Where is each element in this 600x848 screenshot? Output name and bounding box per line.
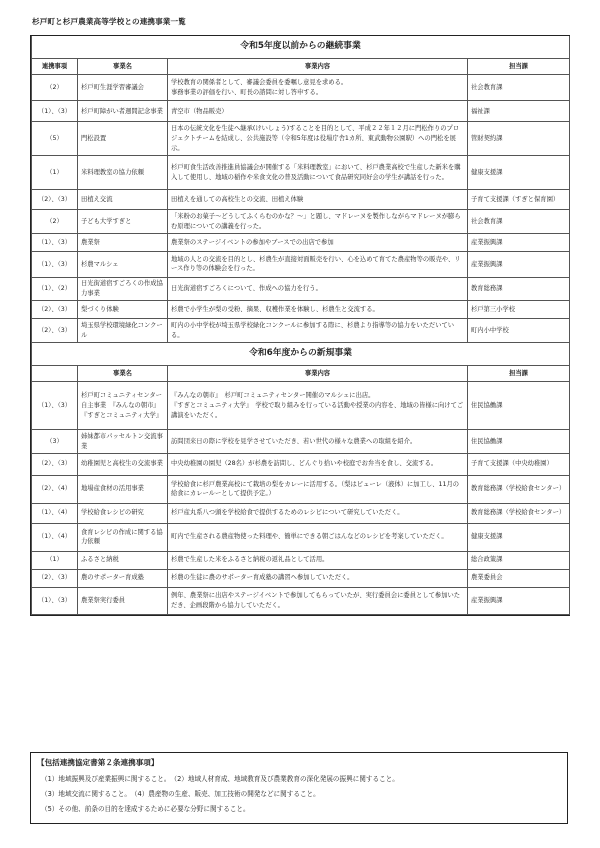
table-row bbox=[32, 475, 570, 503]
agreement-box bbox=[30, 752, 568, 824]
row-project-name: 農業祭実行委員 bbox=[78, 587, 168, 614]
row-department: 農業委員会 bbox=[468, 569, 570, 587]
row-content: 学校教育の関係者として、審議会委員を委嘱し意見を求める。 事務事業の評価を行い、町長の諮問に対し答申する。 bbox=[168, 75, 468, 101]
row-project-name: 門松設置 bbox=[78, 122, 168, 156]
row-content: 例年、農業祭に出店やステージイベントで参加してもらっていたが、実行委員会に委員として参加いただき、企画段階から協力していただく。 bbox=[168, 587, 468, 614]
row-category: （1）、（3） bbox=[32, 101, 78, 122]
row-department: 杉戸第三小学校 bbox=[468, 301, 570, 319]
table-row bbox=[32, 233, 570, 251]
row-project-name: 学校給食レシピの研究 bbox=[78, 503, 168, 523]
project-table bbox=[31, 36, 570, 615]
row-department: 福祉課 bbox=[468, 101, 570, 122]
table-row bbox=[32, 122, 570, 156]
row-project-name: 幼稚園児と高校生の交流事業 bbox=[78, 453, 168, 475]
row-department: 管財契約課 bbox=[468, 122, 570, 156]
table-row bbox=[32, 277, 570, 301]
row-project-name: 農のサポーター育成塾 bbox=[78, 569, 168, 587]
table-row bbox=[32, 551, 570, 569]
section1-title-row bbox=[32, 36, 570, 58]
table-row bbox=[32, 430, 570, 454]
section1-title: 令和5年度以前からの継続事業 bbox=[32, 36, 570, 58]
row-project-name: 杉戸町生涯学習審議会 bbox=[78, 75, 168, 101]
row-department: 社会教育課 bbox=[468, 210, 570, 234]
row-category: （1）、（3） bbox=[32, 382, 78, 430]
row-project-name: 地場産食材の活用事業 bbox=[78, 475, 168, 503]
row-content: 日本の伝統文化を生徒へ継承(けいしょう)することを目的として、平成２２年１２月に門松作りのプロジェクトチームを結成し、公共施設等（令和5年度は役場庁舎1カ所、東武動物公園駅）への門松を展示。 bbox=[168, 122, 468, 156]
row-department: 総合政策課 bbox=[468, 551, 570, 569]
row-category: （2） bbox=[32, 75, 78, 101]
row-category: （1）、（3） bbox=[32, 251, 78, 277]
row-content: 杉農の生徒に農のサポーター育成塾の講習へ参加していただく。 bbox=[168, 569, 468, 587]
table-row bbox=[32, 156, 570, 190]
row-department: 教育総務課 bbox=[468, 277, 570, 301]
row-category: （1）、（4） bbox=[32, 503, 78, 523]
agreement-line: （1）地域振興及び産業振興に関すること。 （2）地域人材育成、地域教育及び農業教育の深化発展の振興に関すること。 bbox=[41, 775, 399, 783]
row-content: 田植えを通しての高校生との交流、田植え体験 bbox=[168, 190, 468, 210]
table-row bbox=[32, 251, 570, 277]
row-content: 町内の小中学校が埼玉県学校緑化コンクールに参加する際に、杉農より指導等の協力をいただいている。 bbox=[168, 319, 468, 343]
row-category: （5） bbox=[32, 122, 78, 156]
row-category: （1）、（4） bbox=[32, 523, 78, 551]
row-category: （2）、（3） bbox=[32, 190, 78, 210]
row-department: 教育総務課（学校給食センター） bbox=[468, 475, 570, 503]
row-category: （3） bbox=[32, 430, 78, 454]
header-category bbox=[32, 365, 78, 382]
table-row bbox=[32, 453, 570, 475]
row-department: 教育総務課（学校給食センター） bbox=[468, 503, 570, 523]
header-project-name: 事業名 bbox=[78, 365, 168, 382]
row-content: 「米粉のお菓子～どうしてふくらむのかな？～」と題し、マドレーヌを製作しながらマドレーヌが膨らむ原理についての講義を行った。 bbox=[168, 210, 468, 234]
row-project-name: 梨づくり体験 bbox=[78, 301, 168, 319]
row-project-name: 農業祭 bbox=[78, 233, 168, 251]
agreement-line: （5）その他、前条の目的を達成するために必要な分野に関すること。 bbox=[41, 805, 250, 813]
row-content: 地域の人との交流を目的とし、杉農生が直接対面販売を行い、心を込めて育てた農産物等の販売や、リース作り等の体験会を行った。 bbox=[168, 251, 468, 277]
row-category: （2） bbox=[32, 210, 78, 234]
row-content: 学校給食に杉戸農業高校にて栽培の梨をカレーに活用する。（梨はピューレ（液体）に加工し、11月の給食にカレールーとして提供予定。） bbox=[168, 475, 468, 503]
header-project-name: 事業名 bbox=[78, 58, 168, 75]
header-content: 事業内容 bbox=[168, 58, 468, 75]
header-content: 事業内容 bbox=[168, 365, 468, 382]
row-category: （1）、（3） bbox=[32, 233, 78, 251]
row-category: （2）、（3） bbox=[32, 319, 78, 343]
row-category: （1） bbox=[32, 551, 78, 569]
page-title: 杉戸町と杉戸農業高等学校との連携事業一覧 bbox=[32, 17, 186, 26]
header-department: 担当課 bbox=[468, 365, 570, 382]
row-project-name: 杉戸町障がい者週間記念事業 bbox=[78, 101, 168, 122]
row-content: 日光街道宿すごろくについて、作成への協力を行う。 bbox=[168, 277, 468, 301]
row-department: 社会教育課 bbox=[468, 75, 570, 101]
row-content: 訪問団来日の際に学校を見学させていただき、若い世代の様々な農業への取組を紹介。 bbox=[168, 430, 468, 454]
row-content: 中央幼稚園の園児（28名）が杉農を訪問し、どんぐり拾いや校庭でお弁当を食し、交流する。 bbox=[168, 453, 468, 475]
table-row bbox=[32, 569, 570, 587]
row-content: 杉農で小学生が梨の受粉、摘果、収穫作業を体験し、杉農生と交流する。 bbox=[168, 301, 468, 319]
agreement-title: 【包括連携協定書第２条連携事項】 bbox=[37, 758, 159, 767]
row-category: （1） bbox=[32, 156, 78, 190]
row-project-name: 米料理教室の協力依頼 bbox=[78, 156, 168, 190]
row-category: （1）、（2） bbox=[32, 277, 78, 301]
table-row bbox=[32, 190, 570, 210]
row-category: （1）、（3） bbox=[32, 587, 78, 614]
row-department: 子育て支援課（中央幼稚園） bbox=[468, 453, 570, 475]
table-row bbox=[32, 75, 570, 101]
row-category: （2）、（4） bbox=[32, 475, 78, 503]
project-list-frame bbox=[30, 35, 570, 616]
row-project-name: 食育レシピの作成に関する協力依頼 bbox=[78, 523, 168, 551]
table-row bbox=[32, 210, 570, 234]
row-department: 町内小中学校 bbox=[468, 319, 570, 343]
row-department: 住民協働課 bbox=[468, 382, 570, 430]
table-row bbox=[32, 101, 570, 122]
row-project-name: 田植え交流 bbox=[78, 190, 168, 210]
row-content: 農業祭のステージイベントの参加やブースでの出店で参加 bbox=[168, 233, 468, 251]
row-content: 杉農で生産した米をふるさと納税の返礼品として活用。 bbox=[168, 551, 468, 569]
row-project-name: 埼玉県学校環境緑化コンクール bbox=[78, 319, 168, 343]
agreement-line: （3）地域交流に関すること。 （4）農産物の生産、販売、加工技術の開発などに関すること。 bbox=[41, 790, 320, 798]
row-project-name: 杉戸町コミュニティセンター自主事業 『みんなの朝市』『すぎとコミュニティ大学』 bbox=[78, 382, 168, 430]
row-department: 住民協働課 bbox=[468, 430, 570, 454]
table-row bbox=[32, 382, 570, 430]
row-department: 産業振興課 bbox=[468, 587, 570, 614]
section2-header-row bbox=[32, 365, 570, 382]
row-department: 健康支援課 bbox=[468, 156, 570, 190]
header-category: 連携事項 bbox=[32, 58, 78, 75]
table-row bbox=[32, 503, 570, 523]
row-department: 健康支援課 bbox=[468, 523, 570, 551]
row-department: 産業振興課 bbox=[468, 233, 570, 251]
row-category: （2）、（3） bbox=[32, 453, 78, 475]
table-row bbox=[32, 523, 570, 551]
section1-header-row bbox=[32, 58, 570, 75]
row-project-name: 子ども大学すぎと bbox=[78, 210, 168, 234]
row-content: 青空市（物品販売） bbox=[168, 101, 468, 122]
row-project-name: 姉妹都市パッセルトン交流事業 bbox=[78, 430, 168, 454]
row-project-name: 日光街道宿すごろくの作成協力事業 bbox=[78, 277, 168, 301]
section2-title: 令和6年度からの新規事業 bbox=[32, 342, 570, 365]
table-row bbox=[32, 587, 570, 614]
table-row bbox=[32, 319, 570, 343]
row-project-name: ふるさと納税 bbox=[78, 551, 168, 569]
row-department: 子育て支援課（すぎと保育園） bbox=[468, 190, 570, 210]
row-content: 『みんなの朝市』 杉戸町コミュニティセンター開催のマルシェに出店。 『すぎとコミュニティ大学』 学校で取り組みを行っている活動や授業の内容を、地域の皆様に向けてご講演をいただく。 bbox=[168, 382, 468, 430]
table-row bbox=[32, 301, 570, 319]
row-content: 杉戸産丸系八つ頭を学校給食で提供するためのレシピについて研究していただく。 bbox=[168, 503, 468, 523]
section2-title-row bbox=[32, 342, 570, 365]
row-category: （2）、（3） bbox=[32, 301, 78, 319]
row-department: 産業振興課 bbox=[468, 251, 570, 277]
row-content: 町内で生産される農産物使った料理や、簡単にできる朝ごはんなどのレシピを考案していただく。 bbox=[168, 523, 468, 551]
row-project-name: 杉農マルシェ bbox=[78, 251, 168, 277]
row-content: 杉戸町食生活改善推進員協議会が開催する「米料理教室」において、杉戸農業高校で生産した新米を購入して使用し、地域の稲作や米食文化の普及活動について食品研究同好会の学生が講話を行った。 bbox=[168, 156, 468, 190]
row-category: （2）、（3） bbox=[32, 569, 78, 587]
header-department: 担当課 bbox=[468, 58, 570, 75]
